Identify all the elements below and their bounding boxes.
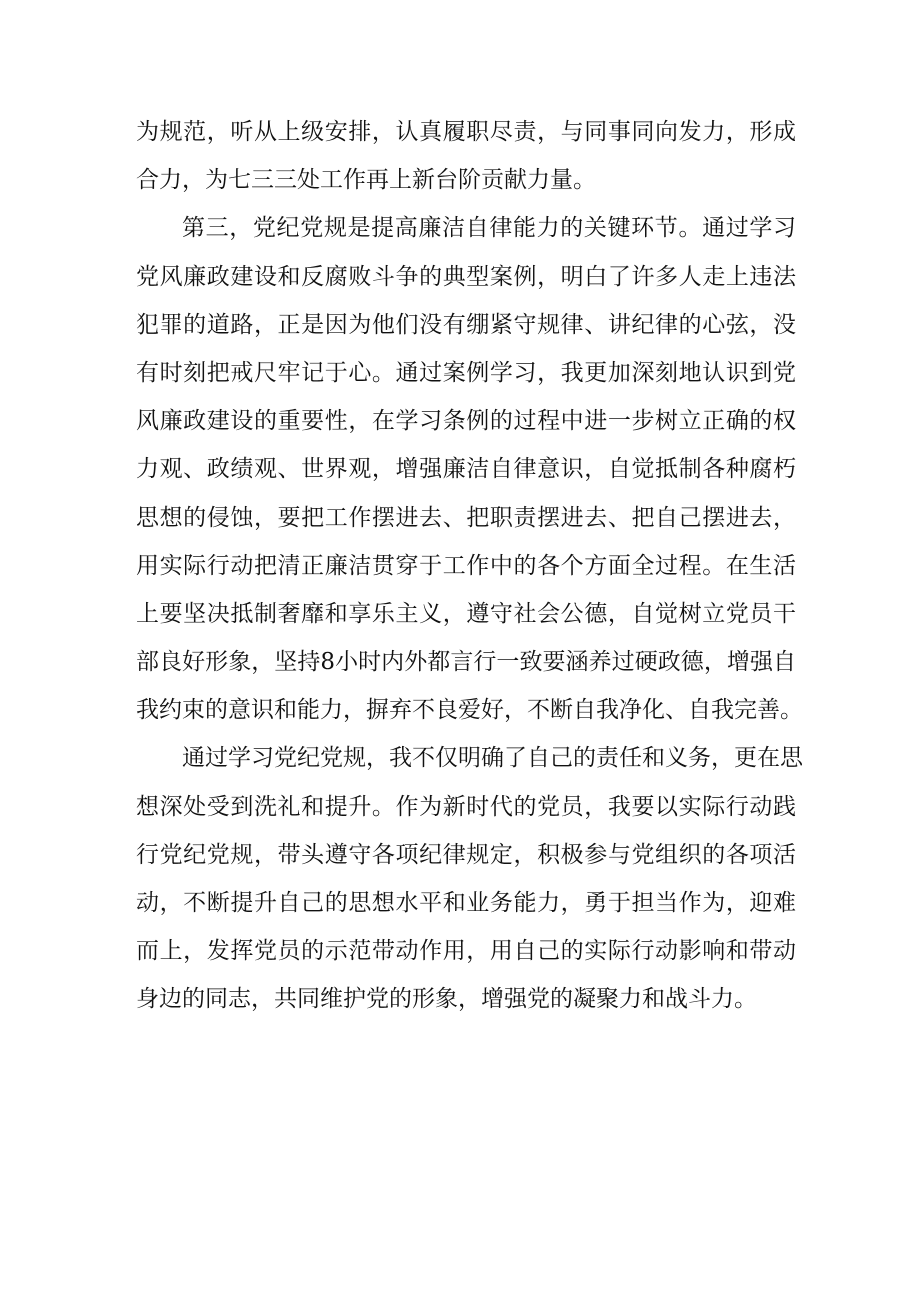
body-text xyxy=(136,108,803,1024)
text-line: 合力，为七三三处工作再上新台阶贡献力量。 xyxy=(136,167,596,194)
text-line: 风廉政建设的重要性，在学习条例的过程中进一步树立正确的权 xyxy=(136,408,796,435)
text-line: 身边的同志，共同维护党的形象，增强党的凝聚力和战斗力。 xyxy=(136,986,757,1013)
text-line: 用实际行动把清正廉洁贯穿于工作中的各个方面全过程。在生活 xyxy=(136,552,796,579)
text-line: 行党纪党规，带头遵守各项纪律规定，积极参与党组织的各项活 xyxy=(136,841,796,868)
text-line: 思想的侵蚀，要把工作摆进去、把职责摆进去、把自己摆进去， xyxy=(136,504,796,531)
text-line: 而上，发挥党员的示范带动作用，用自己的实际行动影响和带动 xyxy=(136,938,796,965)
text-line: 犯罪的道路，正是因为他们没有绷紧守规律、讲纪律的心弦，没 xyxy=(136,311,796,338)
text-line: 我约束的意识和能力，摒弃不良爱好，不断自我净化、自我完善。 xyxy=(136,697,803,724)
text-line: 有时刻把戒尺牢记于心。通过案例学习，我更加深刻地认识到党 xyxy=(136,359,796,386)
paragraph-1 xyxy=(136,108,796,204)
text-line: 动，不断提升自己的思想水平和业务能力，勇于担当作为，迎难 xyxy=(136,890,796,916)
text-line: 上要坚决抵制奢靡和享乐主义，遵守社会公德，自觉树立党员干 xyxy=(136,600,796,627)
text-line: 想深处受到洗礼和提升。作为新时代的党员，我要以实际行动践 xyxy=(136,793,796,820)
text-line: 力观、政绩观、世界观，增强廉洁自律意识，自觉抵制各种腐朽 xyxy=(136,456,796,483)
text-line: 部良好形象，坚持8小时内外都言行一致要涵养过硬政德，增强自 xyxy=(136,649,796,676)
text-line: 通过学习党纪党规，我不仅明确了自己的责任和义务，更在思 xyxy=(182,745,803,772)
text-line: 第三，党纪党规是提高廉洁自律能力的关键环节。通过学习 xyxy=(182,215,796,242)
text-line: 为规范，听从上级安排，认真履职尽责，与同事同向发力，形成 xyxy=(136,119,796,145)
paragraph-2 xyxy=(136,204,803,734)
paragraph-3 xyxy=(136,734,803,1023)
text-line: 党风廉政建设和反腐败斗争的典型案例，明白了许多人走上违法 xyxy=(136,263,796,290)
